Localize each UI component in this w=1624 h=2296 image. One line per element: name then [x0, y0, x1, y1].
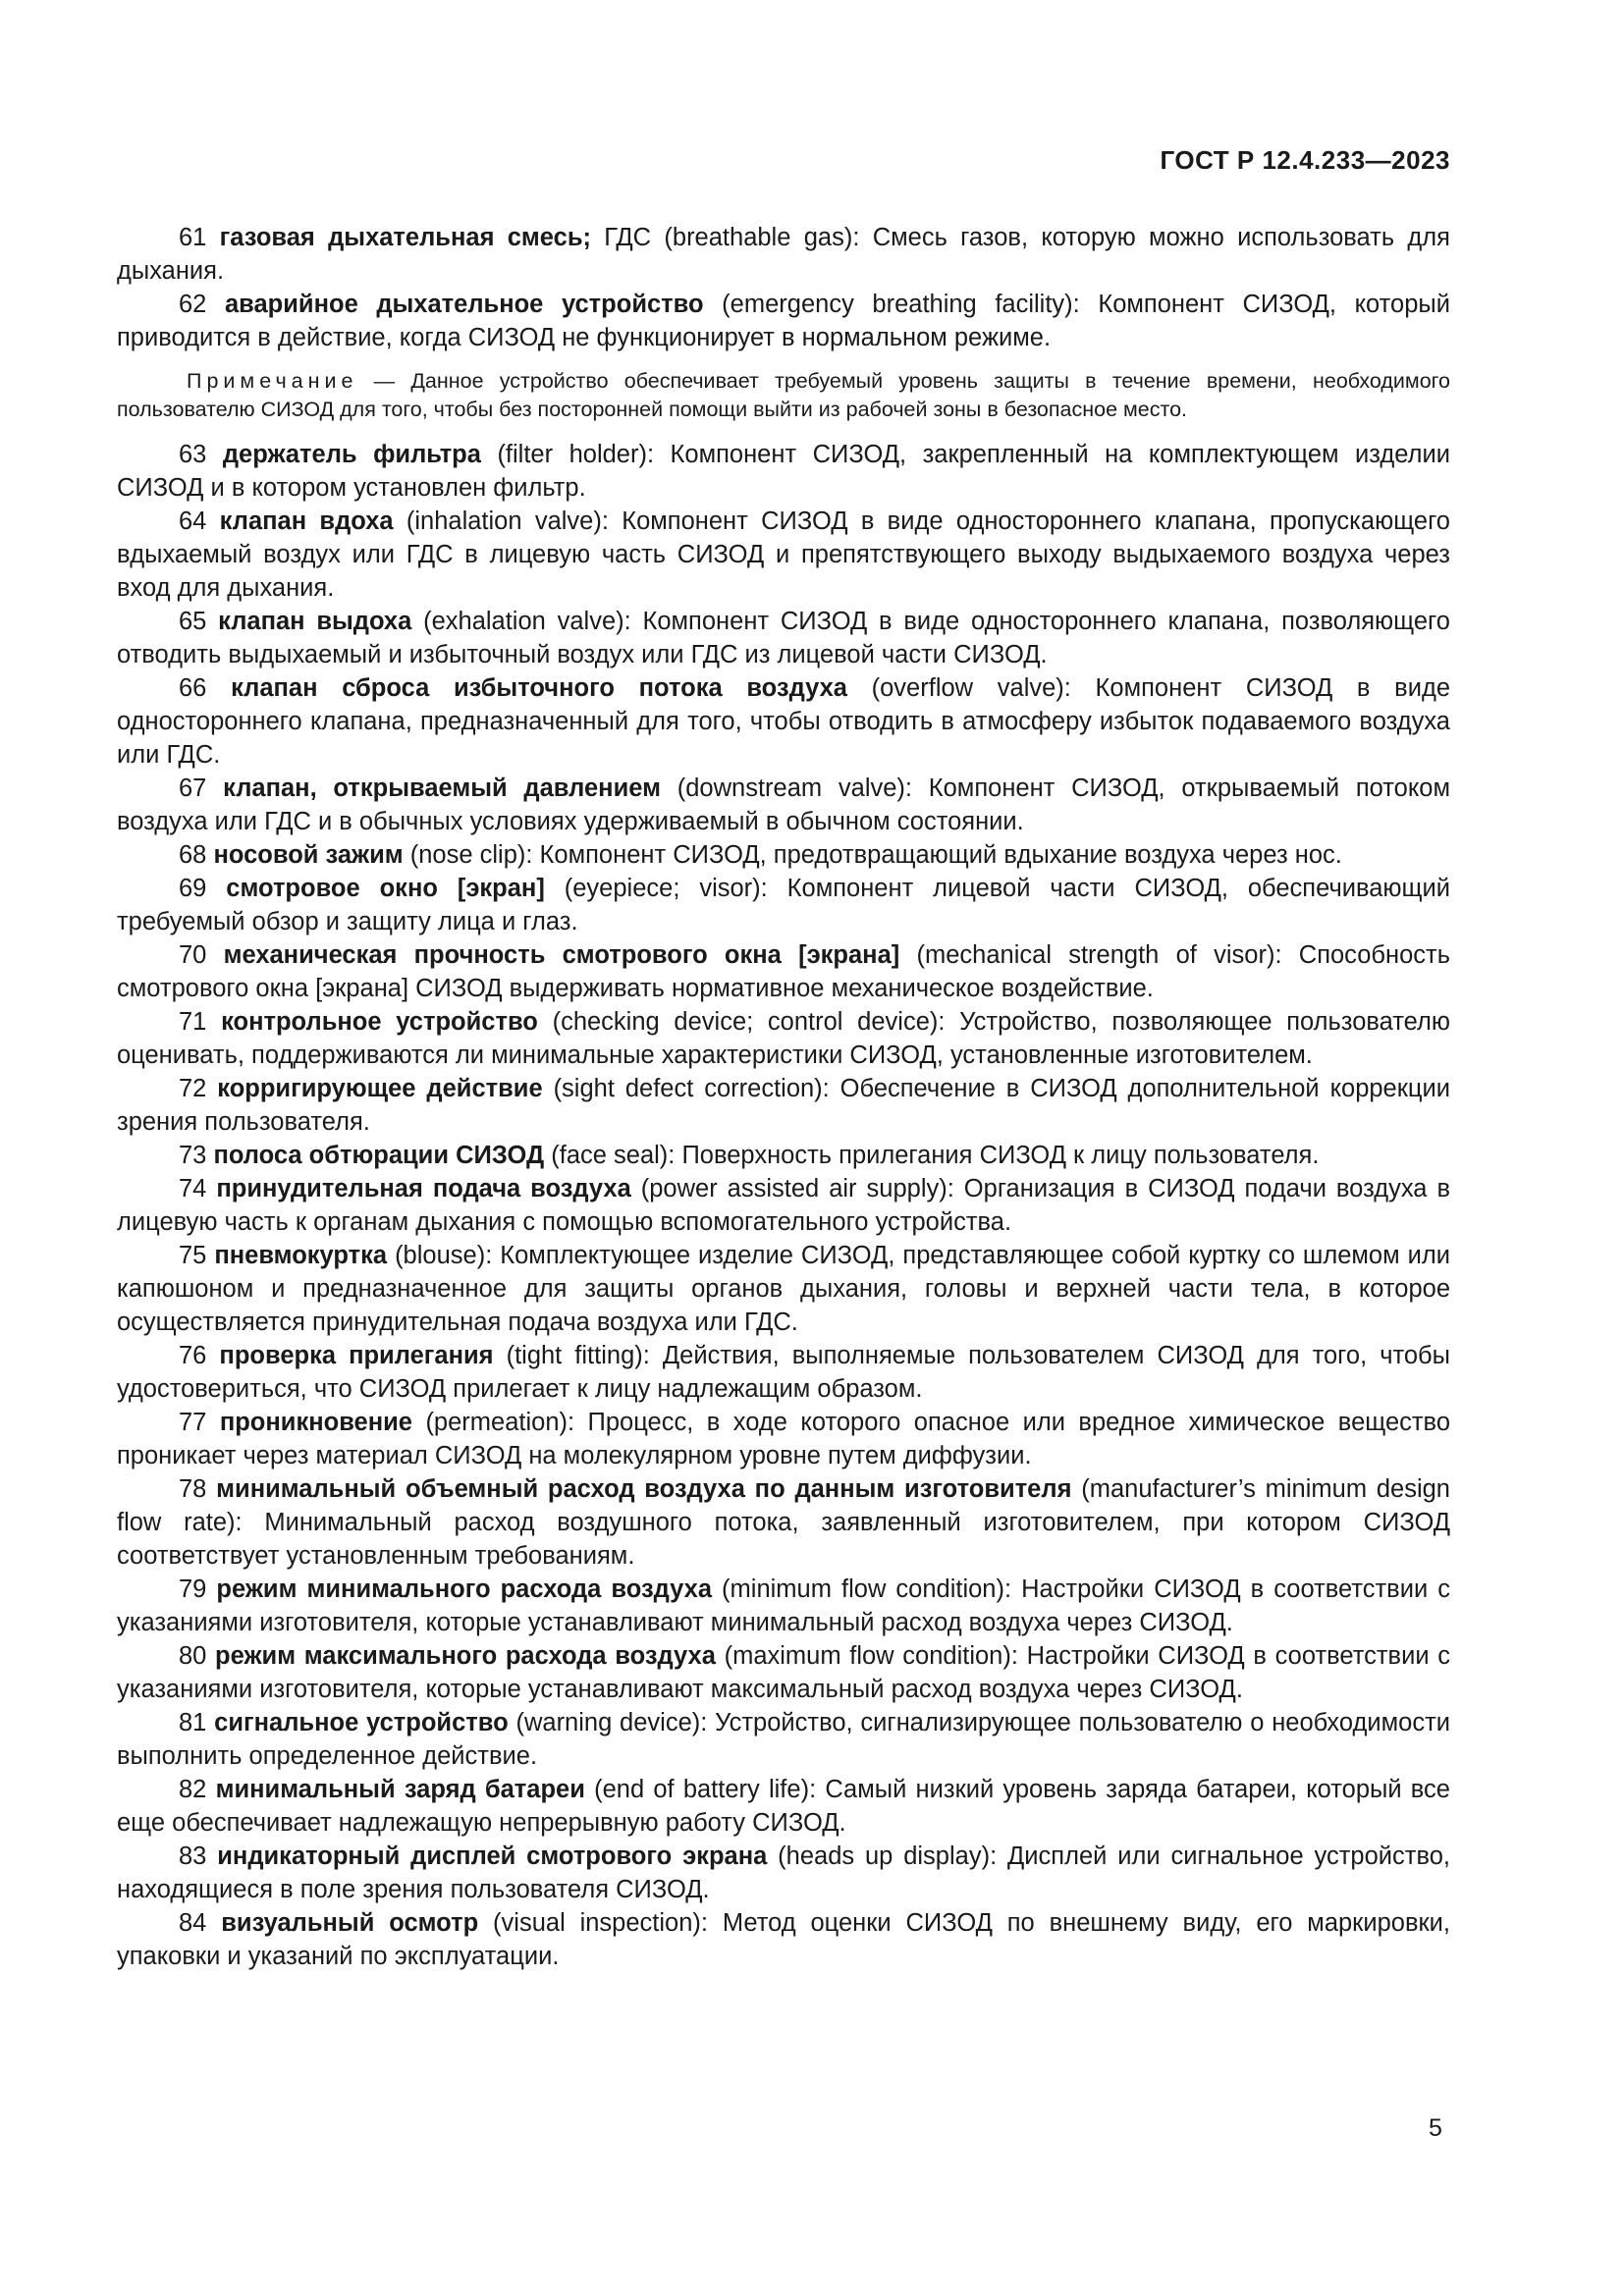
entry-definition: (checking device; control device): Устройство, позволяющее пользователю оценивать, поддерживаются ли минимальные характеристики СИЗОД, установленные изготовителем.	[117, 1008, 1451, 1069]
entry-number: 69	[179, 875, 227, 902]
entry-term: полоса обтюрации СИЗОД	[213, 1142, 545, 1169]
entry-definition: (mechanical strength of visor): Способность смотрового окна [экрана] СИЗОД выдерживать нормативное механическое воздействие.	[117, 941, 1450, 1002]
entry-number: 62	[179, 291, 225, 318]
entry-number: 71	[179, 1008, 222, 1036]
entry-term: аварийное дыхательное устройство	[224, 291, 704, 318]
term-entry	[117, 221, 1450, 288]
entry-definition: (sight defect correction): Обеспечение в СИЗОД дополнительной коррекции зрения пользователя.	[117, 1075, 1450, 1136]
term-entry	[117, 1773, 1450, 1840]
term-entry	[117, 772, 1450, 838]
entry-number: 75	[179, 1242, 215, 1269]
term-entry	[117, 505, 1450, 605]
entry-term: клапан сброса избыточного потока воздуха	[231, 674, 847, 702]
term-entry	[117, 1906, 1450, 1973]
term-entry	[117, 438, 1450, 505]
entry-number: 68	[179, 841, 214, 869]
term-entry	[117, 1639, 1450, 1706]
entry-definition: (maximum flow condition): Настройки СИЗОД в соответствии с указаниями изготовителя, которые устанавливают максимальный расход воздуха через СИЗОД.	[117, 1642, 1450, 1703]
entry-number: 84	[179, 1909, 222, 1937]
entry-number: 67	[179, 774, 224, 802]
term-entry	[117, 872, 1450, 938]
entry-definition: (overflow valve): Компонент СИЗОД в виде одностороннего клапана, предназначенный для того, чтобы отводить в атмосферу избыток подаваемого воздуха или ГДС.	[117, 674, 1451, 769]
entry-definition: (visual inspection): Метод оценки СИЗОД по внешнему виду, его маркировки, упаковки и указаний по эксплуатации.	[117, 1909, 1450, 1970]
note-label: Примечание	[187, 369, 358, 393]
entry-term: режим минимального расхода воздуха	[216, 1575, 713, 1603]
entry-term: минимальный объемный расход воздуха по данным изготовителя	[216, 1475, 1072, 1503]
entries-group-a	[117, 221, 1450, 354]
term-entry	[117, 671, 1450, 772]
entry-term: клапан вдоха	[219, 507, 394, 535]
document-header: ГОСТ Р 12.4.233—2023	[1160, 145, 1450, 175]
entry-definition: ГДС (breathable gas): Смесь газов, которую можно использовать для дыхания.	[117, 224, 1450, 285]
term-entry	[117, 1339, 1450, 1406]
note-paragraph	[117, 367, 1450, 424]
entries-group-b	[117, 438, 1450, 1973]
entry-definition: (exhalation valve): Компонент СИЗОД в виде одностороннего клапана, позволяющего отводить выдыхаемый и избыточный воздух или ГДС из лицевой части СИЗОД.	[117, 608, 1450, 668]
entry-number: 61	[179, 224, 220, 251]
entry-definition: (end of battery life): Самый низкий уровень заряда батареи, который все еще обеспечивает надлежащую непрерывную работу СИЗОД.	[117, 1776, 1450, 1837]
entry-term: смотровое окно [экран]	[226, 875, 545, 902]
term-entry	[117, 1072, 1450, 1139]
entry-term: сигнальное устройство	[214, 1709, 509, 1736]
entry-term: проникновение	[219, 1409, 412, 1436]
term-entry	[117, 1172, 1450, 1239]
entry-number: 76	[179, 1342, 220, 1369]
entry-number: 78	[179, 1475, 217, 1503]
entry-term: визуальный осмотр	[221, 1909, 479, 1937]
entry-definition: (manufacturer’s minimum design flow rate): Минимальный расход воздушного потока, заявленный изготовителем, при котором СИЗОД соответствует установленным требованиям.	[117, 1475, 1450, 1570]
entry-term: пневмокуртка	[214, 1242, 388, 1269]
entry-term: носовой зажим	[213, 841, 404, 869]
entry-number: 83	[179, 1842, 218, 1870]
entry-term: индикаторный дисплей смотрового экрана	[217, 1842, 768, 1870]
term-entry	[117, 1840, 1450, 1906]
entry-definition: (eyepiece; visor): Компонент лицевой части СИЗОД, обеспечивающий требуемый обзор и защиту лица и глаз.	[117, 875, 1451, 935]
entry-term: минимальный заряд батареи	[215, 1776, 585, 1803]
term-entry	[117, 1005, 1450, 1072]
entry-definition: (power assisted air supply): Организация в СИЗОД подачи воздуха в лицевую часть к органам дыхания с помощью вспомогательного устройства.	[117, 1175, 1451, 1236]
entry-number: 63	[179, 441, 223, 468]
term-entry	[117, 605, 1450, 671]
entry-definition: (permeation): Процесс, в ходе которого опасное или вредное химическое вещество проникает через материал СИЗОД на молекулярном уровне путем диффузии.	[117, 1409, 1450, 1469]
entry-term: механическая прочность смотрового окна [экрана]	[223, 941, 900, 969]
term-entry	[117, 938, 1450, 1005]
entry-number: 65	[179, 608, 219, 635]
entry-definition: (blouse): Комплектующее изделие СИЗОД, представляющее собой куртку со шлемом или капюшоном и предназначенное для защиты органов дыхания, головы и верхней части тела, в которое осуществляется принудительная подача воздуха или ГДС.	[117, 1242, 1450, 1336]
term-entry	[117, 1239, 1450, 1339]
entry-term: клапан, открываемый давлением	[223, 774, 661, 802]
entry-number: 72	[179, 1075, 218, 1102]
entry-number: 82	[179, 1776, 216, 1803]
entry-definition: (face seal): Поверхность прилегания СИЗОД к лицу пользователя.	[544, 1142, 1320, 1169]
term-entry	[117, 1706, 1450, 1773]
entry-definition: (inhalation valve): Компонент СИЗОД в виде одностороннего клапана, пропускающего вдыхаемый воздух или ГДС в лицевую часть СИЗОД и препятствующего выходу выдыхаемого воздуха через вход для дыхания.	[117, 507, 1450, 602]
document-body	[117, 221, 1450, 1973]
entry-definition: (nose clip): Компонент СИЗОД, предотвращающий вдыхание воздуха через нос.	[403, 841, 1342, 869]
entry-term: клапан выдоха	[218, 608, 412, 635]
entry-term: корригирующее действие	[217, 1075, 543, 1102]
entry-number: 74	[179, 1175, 217, 1202]
entry-number: 80	[179, 1642, 216, 1670]
entry-number: 73	[179, 1142, 214, 1169]
entry-definition: (tight fitting): Действия, выполняемые пользователем СИЗОД для того, чтобы удостовериться, что СИЗОД прилегает к лицу надлежащим образом.	[117, 1342, 1450, 1403]
entry-term: режим максимального расхода воздуха	[215, 1642, 716, 1670]
term-entry	[117, 838, 1450, 872]
term-entry	[117, 1472, 1450, 1573]
entry-definition: (minimum flow condition): Настройки СИЗОД в соответствии с указаниями изготовителя, которые устанавливают минимальный расход воздуха через СИЗОД.	[117, 1575, 1450, 1636]
entry-definition: (downstream valve): Компонент СИЗОД, открываемый потоком воздуха или ГДС и в обычных условиях удерживаемый в обычном состоянии.	[117, 774, 1451, 835]
term-entry	[117, 288, 1450, 354]
term-entry	[117, 1406, 1450, 1472]
entry-term: держатель фильтра	[222, 441, 481, 468]
entry-definition: (filter holder): Компонент СИЗОД, закрепленный на комплектующем изделии СИЗОД и в котором установлен фильтр.	[117, 441, 1451, 502]
entry-definition: (warning device): Устройство, сигнализирующее пользователю о необходимости выполнить определенное действие.	[117, 1709, 1450, 1770]
entry-number: 66	[179, 674, 232, 702]
entry-term: проверка прилегания	[219, 1342, 494, 1369]
page-number: 5	[1429, 2114, 1442, 2142]
entry-number: 77	[179, 1409, 220, 1436]
note-text: — Данное устройство обеспечивает требуемый уровень защиты в течение времени, необходимого пользователю СИЗОД для того, чтобы без посторонней помощи выйти из рабочей зоны в безопасное место.	[117, 369, 1450, 421]
entry-number: 81	[179, 1709, 215, 1736]
term-entry	[117, 1139, 1450, 1172]
entry-term: газовая дыхательная смесь;	[219, 224, 591, 251]
entry-term: принудительная подача воздуха	[216, 1175, 631, 1202]
entry-definition: (emergency breathing facility): Компонент СИЗОД, который приводится в действие, когда СИЗОД не функционирует в нормальном режиме.	[117, 291, 1450, 351]
entry-number: 70	[179, 941, 224, 969]
entry-number: 64	[179, 507, 220, 535]
term-entry	[117, 1573, 1450, 1639]
entry-number: 79	[179, 1575, 217, 1603]
entry-term: контрольное устройство	[221, 1008, 538, 1036]
entry-definition: (heads up display): Дисплей или сигнальное устройство, находящиеся в поле зрения пользователя СИЗОД.	[117, 1842, 1450, 1903]
